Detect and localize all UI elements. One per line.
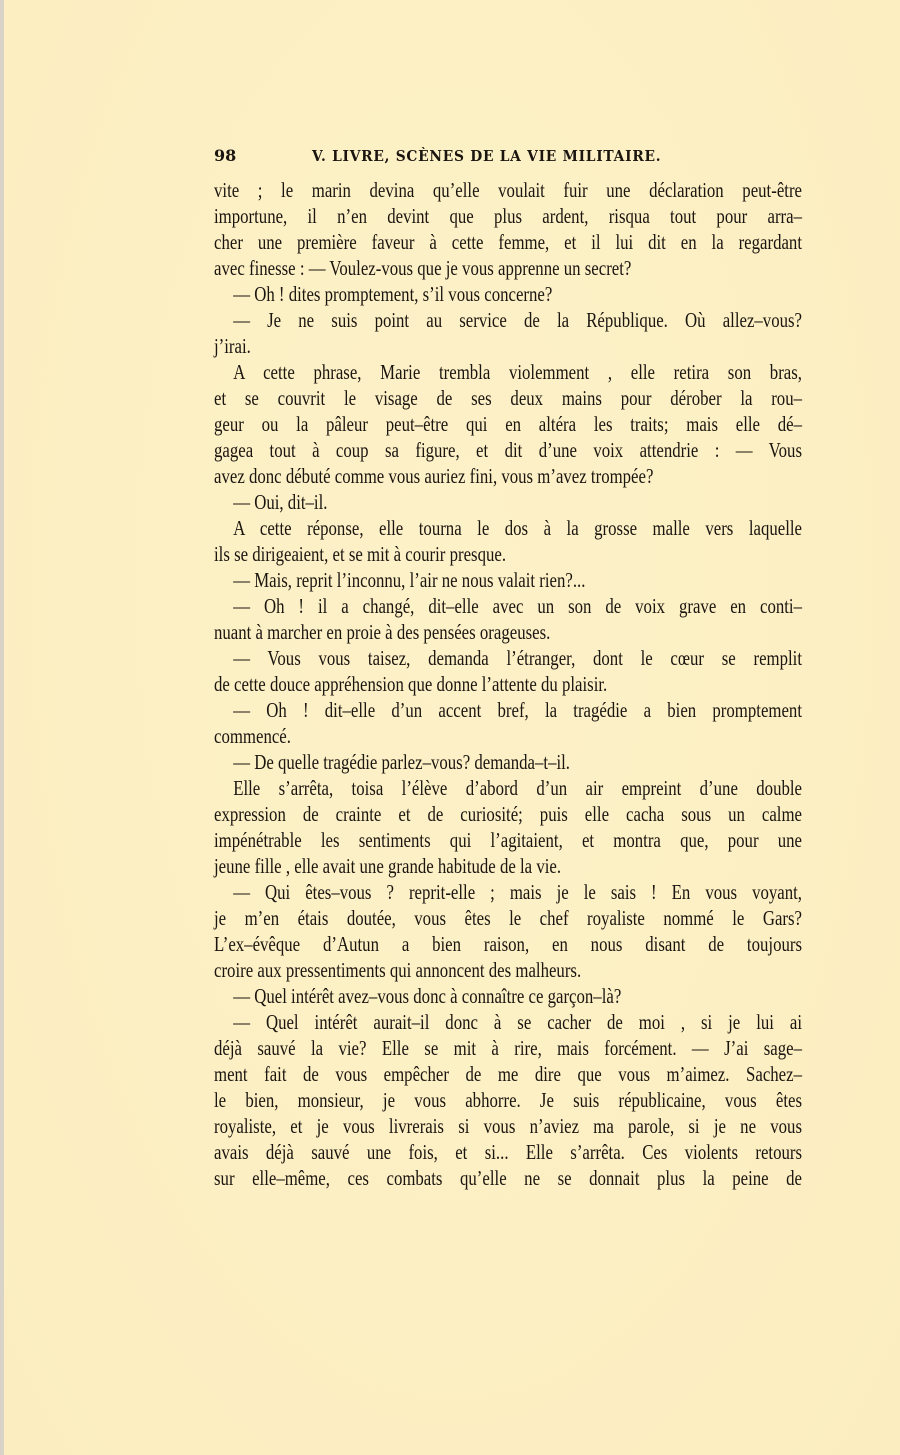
text-line: commencé. [214, 724, 291, 748]
text-line: — Quel intérêt aurait–il donc à se cacher de moi , si je lui ai [233, 1010, 802, 1034]
text-line: ment fait de vous empêcher de me dire que vous m’aimez. Sachez– [214, 1062, 802, 1086]
text-line: — Je ne suis point au service de la République. Où allez–vous? [233, 308, 802, 332]
text-line: royaliste, et je vous livrerais si vous n’aviez ma parole, si je ne vous [214, 1114, 802, 1138]
text-line: et se couvrit le visage de ses deux mains pour dérober la rou– [214, 386, 802, 410]
text-line: sur elle–même, ces combats qu’elle ne se donnait plus la peine de [214, 1166, 802, 1190]
text-line: croire aux pressentiments qui annoncent des malheurs. [214, 958, 582, 982]
text-line: avez donc débuté comme vous auriez fini, vous m’avez trompée? [214, 464, 654, 488]
text-line: — Quel intérêt avez–vous donc à connaître ce garçon–là? [233, 984, 622, 1008]
running-title: V. LIVRE, SCÈNES DE LA VIE MILITAIRE. [312, 147, 662, 165]
text-line: — Oui, dit–il. [233, 490, 328, 514]
text-line: jeune fille , elle avait une grande habitude de la vie. [214, 854, 562, 878]
text-line: geur ou la pâleur peut–être qui en altéra les traits; mais elle dé– [214, 412, 802, 436]
text-line: — Mais, reprit l’inconnu, l’air ne nous valait rien?... [233, 568, 586, 592]
text-line: A cette réponse, elle tourna le dos à la grosse malle vers laquelle [233, 516, 802, 540]
text-line: — Vous vous taisez, demanda l’étranger, dont le cœur se remplit [233, 646, 802, 670]
text-line: ils se dirigeaient, et se mit à courir presque. [214, 542, 507, 566]
text-line: expression de crainte et de curiosité; puis elle cacha sous un calme [214, 802, 802, 826]
text-line: — De quelle tragédie parlez–vous? demanda–t–il. [233, 750, 571, 774]
text-line: gagea tout à coup sa figure, et dit d’une voix attendrie : — Vous [214, 438, 802, 462]
book-page [4, 0, 900, 1455]
text-line: déjà sauvé la vie? Elle se mit à rire, mais forcément. — J’ai sage– [214, 1036, 802, 1060]
text-line: importune, il n’en devint que plus ardent, risqua tout pour arra– [214, 204, 802, 228]
page-number: 98 [214, 146, 237, 165]
text-block [214, 146, 802, 1191]
text-line: nuant à marcher en proie à des pensées orageuses. [214, 620, 551, 644]
text-line: le bien, monsieur, je vous abhorre. Je suis républicaine, vous êtes [214, 1088, 802, 1112]
text-line: — Oh ! dites promptement, s’il vous concerne? [233, 282, 553, 306]
text-line: avec finesse : — Voulez-vous que je vous apprenne un secret? [214, 256, 632, 280]
running-head [214, 146, 802, 174]
text-line: — Oh ! dit–elle d’un accent bref, la tragédie a bien promptement [233, 698, 802, 722]
text-line: Elle s’arrêta, toisa l’élève d’abord d’un air empreint d’une double [233, 776, 802, 800]
text-line: — Qui êtes–vous ? reprit-elle ; mais je le sais ! En vous voyant, [233, 880, 802, 904]
text-line: avais déjà sauvé une fois, et si... Elle s’arrêta. Ces violents retours [214, 1140, 802, 1164]
text-line: impénétrable les sentiments qui l’agitaient, et montra que, pour une [214, 828, 802, 852]
text-line: de cette douce appréhension que donne l’attente du plaisir. [214, 672, 608, 696]
text-line: A cette phrase, Marie trembla violemment , elle retira son bras, [233, 360, 802, 384]
text-line: L’ex–évêque d’Autun a bien raison, en nous disant de toujours [214, 932, 802, 956]
text-line: je m’en étais doutée, vous êtes le chef royaliste nommé le Gars? [214, 906, 802, 930]
text-line: cher une première faveur à cette femme, et il lui dit en la regardant [214, 230, 802, 254]
body-text [214, 177, 802, 1191]
text-line: j’irai. [214, 334, 251, 358]
text-line: vite ; le marin devina qu’elle voulait fuir une déclaration peut-être [214, 178, 802, 202]
text-line: — Oh ! il a changé, dit–elle avec un son de voix grave en conti– [233, 594, 802, 618]
